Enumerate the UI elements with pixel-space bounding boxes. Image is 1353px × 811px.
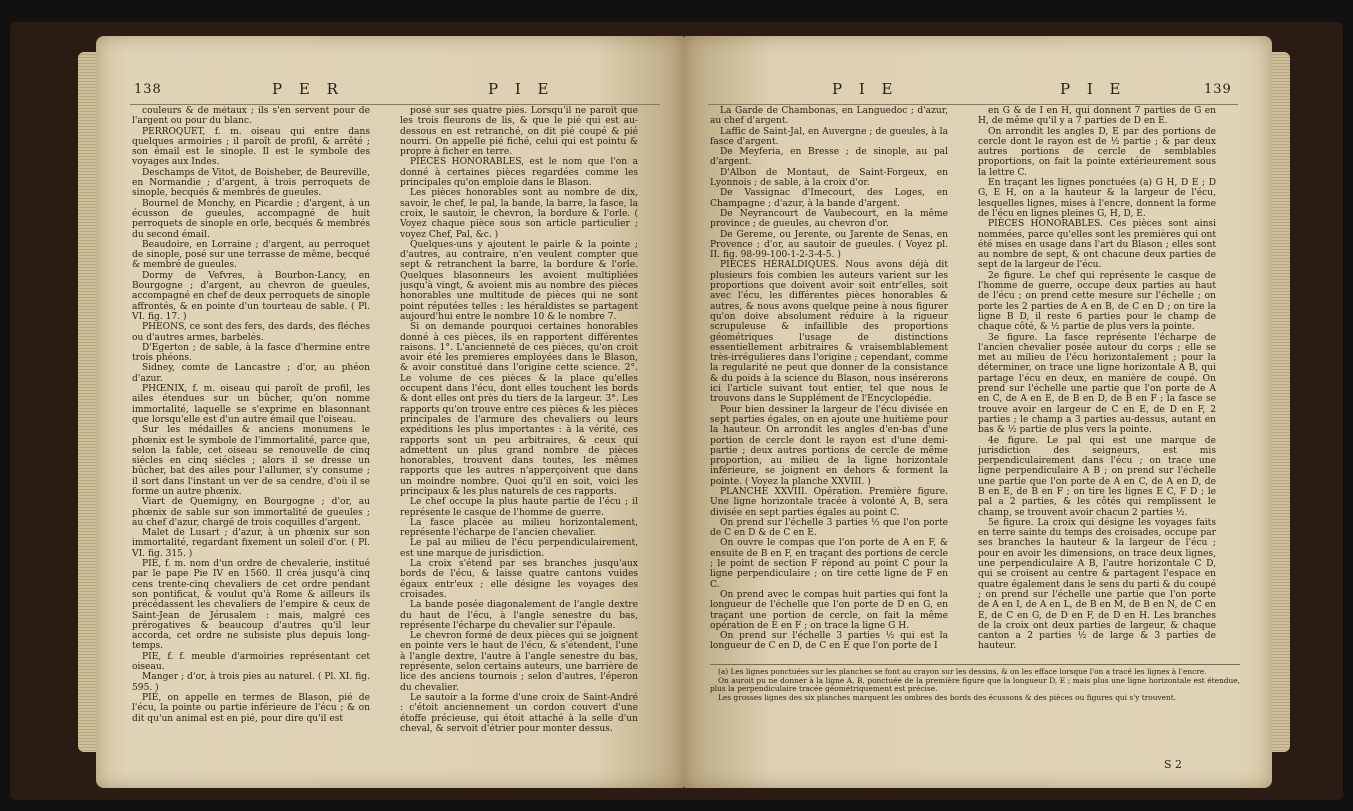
right-page: [684, 36, 1272, 788]
book-spread: [10, 22, 1343, 800]
paragraph: 5e figure. La croix qui désigne les voyages faits en terre sainte du temps des croisades, occupe par ses branches la hauteur & la largeur de l'écu ; pour en avoir les dimensions, on trace deux lignes, une perpendiculaire A B, l'autre horizontale C D, qui se croisent au centre & partagent l'espace en quatre également dans le sens du parti & du coupé ; on prend sur l'échelle une partie que l'on porte de A en I, de A en L, de B en M, de B en N, de C en E, de C en G, de D en F, de D en H. Les branches de la croix ont deux parties de largeur, & chaque canton a 2 parties ½ de large & 3 parties de hauteur.: [978, 517, 1216, 652]
paragraph: PERROQUET, f. m. oiseau qui entre dans quelques armoiries ; il paroît de profil, & arrêté ; son émail est le sinople. Il est le symbole des voyages aux Indes.: [132, 126, 370, 168]
signature-mark: S 2: [1164, 758, 1183, 771]
paragraph: Sur les médailles & anciens monumens le phœnix est le symbole de l'immortalité, parce que, selon la fable, cet oiseau se renouvelle de cinq siécles en cinq siécles ; alors il se dresse un bûcher, bat des ailes pour l'allumer, s'y consume ; il sort dans l'instant un ver de sa cendre, d'où il se forme un autre phœnix.: [132, 425, 370, 497]
paragraph: 2e figure. Le chef qui représente le casque de l'homme de guerre, occupe deux parties au haut de l'écu ; on prend cette mesure sur l'échelle ; on porte les 2 parties de A en B, de C en D ; on tire la ligne B D, il reste 6 parties pour le champ de chaque côté, & ½ partie de plus vers la pointe.: [978, 270, 1216, 333]
paragraph: PIÈCES HÉRALDIQUES. Nous avons déjà dit plusieurs fois combien les auteurs varient sur les proportions que doivent avoir soit entr'elles, soit avec l'écu, les différentes pièces honorables & autres, & nous avons quelque peine à nous figurer qu'on doive absolument réduire à la rigueur scrupuleuse & infaillible des proportions géométriques l'usage de distinctions essentiellement arbitraires & vraisemblablement très-irrégulieres dans l'origine ; cependant, comme la regularité ne peut que donner de la consistance & du poids à la science du Blason, nous insérerons ici l'article suivant tout entier, tel que nous le trouvons dans le Supplément de l'Encyclopédie.: [710, 260, 948, 405]
paragraph: Laffic de Saint-Jal, en Auvergne ; de gueules, à la fasce d'argent.: [710, 126, 948, 147]
paragraph: PIÉCES HONORABLES, est le nom que l'on a donné à certaines pièces regardées comme les principales qu'on emploie dans le Blason.: [400, 157, 638, 189]
paragraph: Manger ; d'or, à trois pies au naturel. ( Pl. XI. fig. 595. ): [132, 672, 370, 693]
paragraph: PIE, f. m. nom d'un ordre de chevalerie, institué par le pape Pie IV en 1560. Il créa jusqu'à cinq cens trente-cinq chevaliers de cet ordre pendant son pontificat, & voulut qu'à Rome & ailleurs ils précédassent les chevaliers de l'empire & ceux de Saint-Jean de Jérusalem : mais, malgré ces prérogatives & beaucoup d'autres qu'il leur accorda, cet ordre ne subsiste plus depuis long-temps.: [132, 559, 370, 652]
paragraph: De Vassignac d'Imecourt, des Loges, en Champagne ; d'azur, à la bande d'argent.: [710, 188, 948, 209]
paragraph: De Gereme, ou Jerente, ou Jarente de Senas, en Provence ; d'or, au sautoir de gueules. ( Voyez pl. II. fig. 98-99-100-1-2-3-4-5. ): [710, 229, 948, 261]
paragraph: D'Albon de Montaut, de Saint-Forgeux, en Lyonnois ; de sable, à la croix d'or.: [710, 167, 948, 189]
running-head-center-left: P I E: [488, 80, 555, 98]
left-page: [96, 36, 684, 788]
paragraph: 3e figure. La fasce représente l'écharpe de l'ancien chevalier posée autour du corps ; elle se met au milieu de l'écu horizontalement ; pour la déterminer, on trace une ligne horizontale A B, qui partage l'écu en deux, en manière de coupé. On prend sur l'échelle une partie que l'on porte de A en C, de A en E, de B en D, de B en F ; la fasce se trouve avoir en largeur de C en E, de D en F, 2 parties ; le champ a 3 parties au-dessus, autant en bas & ½ partie de plus vers la pointe.: [978, 332, 1216, 436]
paragraph: PHEONS, ce sont des fers, des dards, des fléches ou d'autres armes, barbelés.: [132, 322, 370, 343]
paragraph: PIÈCES HONORABLES. Ces pièces sont ainsi nommées, parce qu'elles sont les premières qui ont été mises en usage dans l'art du Blason ; elles sont au nombre de sept, & ont chacune deux parties de sept de la largeur de l'écu.: [978, 219, 1216, 271]
paragraph: Le pal au milieu de l'écu perpendiculairement, est une marque de jurisdiction.: [400, 538, 638, 559]
paragraph: Malet de Lusart ; d'azur, à un phœnix sur son immortalité, regardant fixement un soleil d'or. ( Pl. VI. fig. 315. ): [132, 528, 370, 559]
right-column-2: [978, 106, 1216, 658]
paragraph: Le sautoir a la forme d'une croix de Saint-André : c'étoit anciennement un cordon couvert d'une étoffe précieuse, qui étoit attaché à la selle d'un cheval, & servoit d'étrier pour monter dessus.: [400, 692, 638, 734]
paragraph: Le chef occupe la plus haute partie de l'écu ; il représente le casque de l'homme de guerre.: [400, 497, 638, 518]
paragraph: Bournel de Monchy, en Picardie ; d'argent, à un écusson de gueules, accompagné de huit perroquets de sinople en orle, becqués & membrés du second émail.: [132, 198, 370, 240]
paragraph: (a) Les lignes ponctuées sur les planches se font au crayon sur les dessins, & on les efface lorsque l'on a tracé les lignes à l'encre.: [718, 667, 1207, 676]
paragraph: Beaudoire, en Lorraine ; d'argent, au perroquet de sinople, posé sur une terrasse de même, becqué & membré de gueules.: [132, 239, 370, 271]
paragraph: 4e figure. Le pal qui est une marque de jurisdiction des seigneurs, est mis perpendiculairement dans l'écu ; on trace une ligne perpendiculaire A B ; on prend sur l'échelle une partie que l'on porte de A en C, de A en D, de B en E, de B en F ; on tire les lignes E C, F D ; le pal a 2 parties, & les côtés qui remplissent le champ, se trouvent avoir chacun 2 parties ½.: [978, 435, 1216, 518]
paragraph: Dormy de Vefvres, à Bourbon-Lancy, en Bourgogne ; d'argent, au chevron de gueules, accompagné en chef de deux perroquets de sinople affrontés, & en pointe d'un tourteau de sable. ( Pl. VI. fig. 17. ): [132, 270, 370, 322]
paragraph: en G & de I en H, qui donnent 7 parties de G en H, de même qu'il y a 7 parties de D en E.: [978, 106, 1216, 127]
paragraph: On arrondit les angles D, E par des portions de cercle dont le rayon est de ½ partie ; & par deux autres portions de cercle de semblables proportions, on fait la pointe extérieurement sous la lettre C.: [978, 126, 1216, 178]
paragraph: Si on demande pourquoi certaines honorables donné à ces pièces, ils en rapportent différentes raisons. 1°. L'ancienneté de ces pièces, qu'on croit avoir été les premieres employées dans le Blason, & avoir constitué dans l'origine cette science. 2°. Le volume de ces pièces & la place qu'elles occupent dans l'écu, dont elles touchent les bords & dont elles ont près du tiers de la largeur. 3°. Les rapports qu'on trouve entre ces pièces & les pièces principales de l'armure des chevaliers ou leurs expéditions les plus importantes : à la vérité, ces rapports sont un peu arbitraires, & ceux qui admettent un plus grand nombre de pièces honorables, trouvent dans toutes, les mêmes rapports que les autres n'apperçoivent que dans un moindre nombre. Quoi qu'il en soit, voici les principaux & les plus naturels de ces rapports.: [400, 322, 638, 497]
paragraph: D'Egerton ; de sable, à la fasce d'hermine entre trois phéons.: [132, 342, 370, 364]
running-head-center-right: P I E: [832, 80, 899, 98]
paragraph: On ouvre le compas que l'on porte de A en F, & ensuite de B en F, en traçant des portions de cercle ; le point de section F répond au point C pour la ligne perpendiculaire ; on tire cette ligne de F en C.: [710, 538, 948, 590]
paragraph: De Neyrancourt de Vaubecourt, en la même province ; de gueules, au chevron d'or.: [710, 208, 948, 230]
paragraph: Les pièces honorables sont au nombre de dix, savoir, le chef, le pal, la bande, la barre, la fasce, la croix, le sautoir, le chevron, la bordure & l'orle. ( Voyez chaque pièce sous son article particulier ; voyez Chef, Pal, &c. ): [400, 188, 638, 240]
page-number-left: 138: [134, 82, 162, 97]
running-head-right: P I E: [1060, 80, 1127, 98]
paragraph: Pour bien dessiner la largeur de l'écu divisée en sept parties égales, on en ajoute une huitième pour la hauteur. On arrondit les angles d'en-bas d'une portion de cercle dont le rayon est d'une demi-partie ; deux autres portions de cercle de même proportion, au milieu de la ligne horizontale inférieure, se joignent en dehors & forment la pointe. ( Voyez la planche XXVIII. ): [710, 404, 948, 487]
paragraph: PLANCHE XXVIII. Opération. Première figure. Une ligne horizontale tracée à volonté A, B, sera divisée en sept parties égales au point C.: [710, 486, 948, 518]
paragraph: Sidney, comte de Lancastre ; d'or, au phéon d'azur.: [132, 363, 370, 384]
left-column-2: [400, 106, 638, 734]
paragraph: PIE, f. f. meuble d'armoiries représentant cet oiseau.: [132, 651, 370, 673]
right-column-1: [710, 106, 948, 658]
paragraph: La bande posée diagonalement de l'angle dextre du haut de l'écu, à l'angle senestre du bas, représente l'écharpe du chevalier sur l'épaule.: [400, 600, 638, 631]
paragraph: La Garde de Chambonas, en Languedoc ; d'azur, au chef d'argent.: [710, 106, 948, 127]
paragraph: On prend sur l'échelle 3 parties ½ qui est la longueur de C en D, de C en E que l'on porte de I: [710, 631, 948, 652]
left-column-1: [132, 106, 370, 724]
paragraph: On prend sur l'échelle 3 parties ½ que l'on porte de C en D & de C en E.: [710, 517, 948, 539]
paragraph: PHŒNIX, f. m. oiseau qui paroît de profil, les ailes étendues sur un bûcher, qu'on nomme immortalité, laquelle se s'exprime en blasonnant que lorsqu'elle est d'un autre émail que l'oiseau.: [132, 384, 370, 425]
page-edges-left: [78, 52, 96, 752]
paragraph: Viart de Quemigny, en Bourgogne ; d'or, au phœnix de sable sur son immortalité de gueules ; au chef d'azur, chargé de trois coquilles d'argent.: [132, 497, 370, 528]
paragraph: Quelques-uns y ajoutent le pairle & la pointe ; d'autres, au contraire, n'en veulent compter que sept & retranchent la barre, la bordure & l'orle. Quelques blasonneurs les avoient multipliées jusqu'à vingt, & avoient mis au nombre des pièces honorables une multitude de pièces qui ne sont point réputées telles : les héraldistes se partagent aujourd'hui entre le nombre 10 & le nombre 7.: [400, 239, 638, 322]
paragraph: La croix s'étend par ses branches jusqu'aux bords de l'écu, & laisse quatre cantons vuides égaux entr'eux ; elle désigne les voyages des croisades.: [400, 559, 638, 600]
paragraph: De Meyferia, en Bresse ; de sinople, au pal d'argent.: [710, 147, 948, 168]
footnote: [710, 664, 1240, 702]
page-edges-right: [1272, 52, 1290, 752]
header-rule-right: [708, 104, 1238, 105]
paragraph: Le chevron formé de deux pièces qui se joignent en pointe vers le haut de l'écu, & s'étendent, l'une à l'angle dextre, l'autre à l'angle senestre du bas, représente, selon certains auteurs, une barrière de lice des anciens tournois ; selon d'autres, l'éperon du chevalier.: [400, 631, 638, 693]
paragraph: PIÉ, on appelle en termes de Blason, pié de l'écu, la pointe ou partie inférieure de l'écu ; & on dit qu'un animal est en pié, pour dire qu'il est: [132, 692, 370, 724]
paragraph: On prend avec le compas huit parties qui font la longueur de l'échelle que l'on porte de D en G, en traçant une portion de cercle, on fait la même opération de E en F ; on trace la ligne G H.: [710, 589, 948, 631]
header-rule-left: [130, 104, 660, 105]
paragraph: En traçant les lignes ponctuées (a) G H, D E ; D G, E H, on a la hauteur & la largeur de l'écu, lesquelles lignes, mises à l'encre, donnent la forme de l'écu en lignes pleines G, H, D, E.: [978, 178, 1216, 219]
paragraph: Les grosses lignes des six planches marquent les ombres des bords des écussons & des pièces ou figures qui s'y trouvent.: [718, 692, 1177, 702]
running-head-left: P E R: [272, 80, 344, 98]
page-number-right: 139: [1204, 82, 1232, 97]
paragraph: On auroit pu ne donner à la ligne A, B, ponctuée de la première figure que la longueur D, E ; mais plus une ligne horizontale est étendue, plus la perpendiculaire tracée géométriquement est précise.: [710, 675, 1240, 694]
paragraph: Deschamps de Vitot, de Boisheber, de Beureville, en Normandie ; d'argent, à trois perroquets de sinople, becqués & membrés de gueules.: [132, 167, 370, 199]
paragraph: La fasce placée au milieu horizontalement, représente l'écharpe de l'ancien chevalier.: [400, 517, 638, 539]
paragraph: posé sur ses quatre piés. Lorsqu'il ne paroît que les trois fleurons de lis, & que le pié qui est au-dessous en est retranché, on dit pié coupé & pié nourri. On appelle pié fiché, celui qui est pointu & propre à ficher en terre.: [400, 106, 638, 158]
paragraph: couleurs & de métaux ; ils s'en servent pour de l'argent ou pour du blanc.: [132, 106, 370, 127]
